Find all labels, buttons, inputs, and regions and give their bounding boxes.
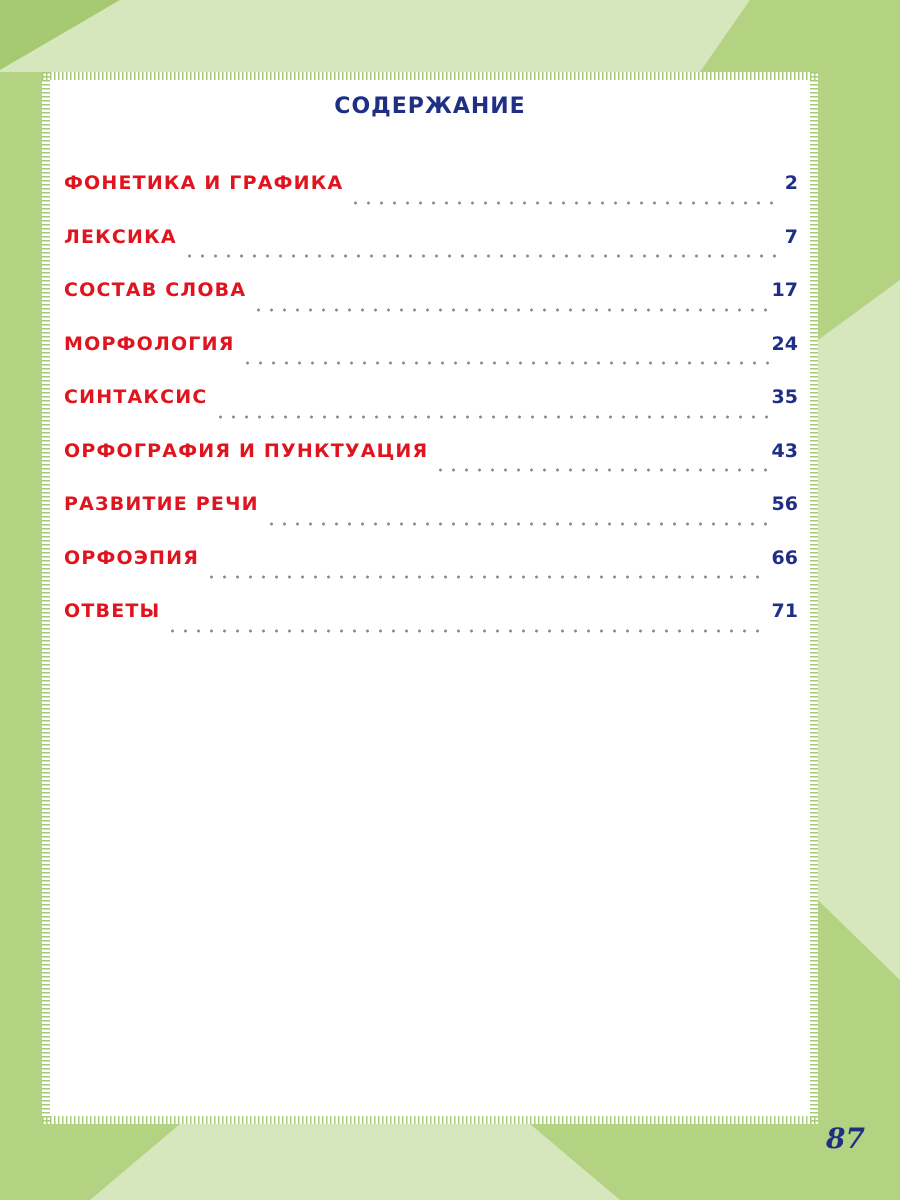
panel-fringe-bottom <box>42 1116 818 1124</box>
toc-item-page: 71 <box>771 600 798 622</box>
toc-item-label: ОТВЕТЫ <box>64 600 161 622</box>
toc-item-page: 35 <box>771 386 798 408</box>
toc-item-page: 17 <box>771 279 798 301</box>
toc-leader-dots <box>205 575 768 579</box>
panel-fringe-top <box>42 72 818 80</box>
toc-item-page: 7 <box>784 225 798 248</box>
toc-item-answers[interactable] <box>64 600 798 654</box>
toc-item-page: 43 <box>771 439 798 462</box>
toc-leader-dots <box>166 629 768 633</box>
toc-item-label: ОРФОЭПИЯ <box>64 546 200 569</box>
toc-item-page: 24 <box>771 332 798 355</box>
toc-item-lexicon[interactable] <box>64 226 798 280</box>
toc-item-label: СИНТАКСИС <box>64 386 208 408</box>
toc-item-speech-development[interactable] <box>64 493 798 547</box>
table-of-contents <box>64 172 798 654</box>
toc-item-phonetics[interactable] <box>64 172 798 226</box>
toc-item-page: 66 <box>771 546 798 569</box>
toc-item-label: ФОНЕТИКА И ГРАФИКА <box>64 172 344 194</box>
toc-leader-dots <box>241 361 769 365</box>
toc-item-label: МОРФОЛОГИЯ <box>64 332 235 355</box>
panel-fringe-left <box>42 72 50 1124</box>
toc-leader-dots <box>214 415 769 419</box>
toc-item-label: РАЗВИТИЕ РЕЧИ <box>64 493 259 515</box>
toc-leader-dots <box>252 308 768 312</box>
toc-item-page: 56 <box>771 493 798 515</box>
toc-leader-dots <box>434 468 768 472</box>
contents-panel <box>42 72 818 1124</box>
toc-item-orthography[interactable] <box>64 440 798 494</box>
contents-title: СОДЕРЖАНИЕ <box>334 94 526 119</box>
toc-item-word-structure[interactable] <box>64 279 798 333</box>
toc-leader-dots <box>265 522 769 526</box>
toc-item-page: 2 <box>784 172 798 194</box>
toc-item-orthoepy[interactable] <box>64 547 798 601</box>
toc-leader-dots <box>349 201 781 205</box>
toc-item-label: ЛЕКСИКА <box>64 225 177 248</box>
toc-item-label: ОРФОГРАФИЯ И ПУНКТУАЦИЯ <box>64 439 429 462</box>
toc-item-syntax[interactable] <box>64 386 798 440</box>
toc-item-morphology[interactable] <box>64 333 798 387</box>
toc-item-label: СОСТАВ СЛОВА <box>64 279 247 301</box>
panel-fringe-right <box>810 72 818 1124</box>
toc-leader-dots <box>183 254 782 258</box>
page-number: 87 <box>826 1122 865 1155</box>
